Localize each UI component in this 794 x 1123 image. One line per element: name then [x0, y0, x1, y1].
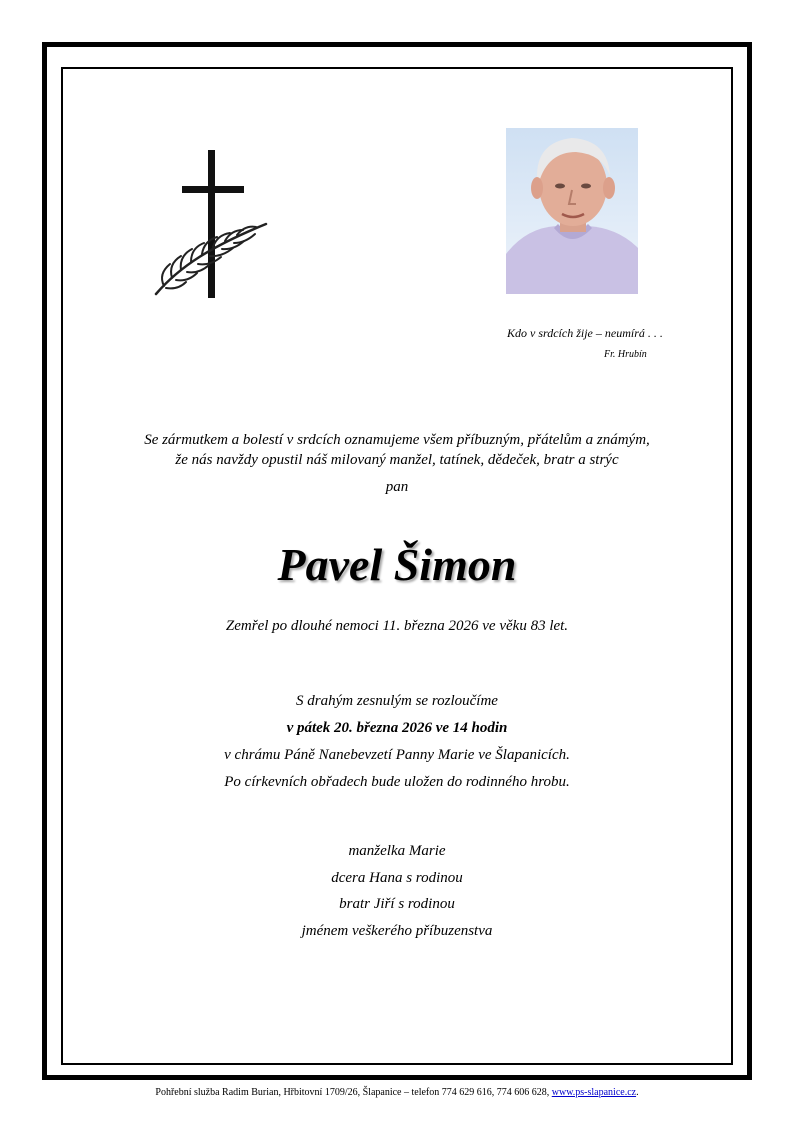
mourner-item: bratr Jiří s rodinou [339, 896, 455, 912]
mourner-item: dcera Hana s rodinou [331, 869, 463, 886]
footer-website-link[interactable]: www.ps-slapanice.cz [551, 1087, 637, 1098]
mourner-item: jménem veškerého příbuzenstva [301, 922, 493, 939]
ceremony-place: v chrámu Páně Nanebevzetí Panny Marie ve Šlapanicích. [224, 747, 570, 763]
footer-contact: Pohřební služba Radim Burian, Hřbitovní 1709/26, Šlapanice – telefon 774 629 616, 774 606 628, [155, 1087, 552, 1098]
motto-block [480, 326, 710, 360]
deceased-name: Pavel Šimon [277, 539, 517, 590]
intro-line-2: že nás navždy opustil náš milovaný manžel, tatínek, dědeček, bratr a strýc [175, 452, 619, 468]
ceremony-date: v pátek 20. března 2026 ve 14 hodin [286, 720, 508, 736]
motto-author: Fr. Hrubín [604, 349, 647, 360]
death-notice: Zemřel po dlouhé nemoci 11. března 2026 ve věku 83 let. [225, 618, 569, 634]
ceremony-details [70, 688, 724, 796]
intro-line-1: Se zármutkem a bolestí v srdcích oznamujeme všem příbuzným, přátelům a známým, [144, 432, 650, 448]
mourners-list [70, 838, 724, 944]
footer-suffix: . [636, 1087, 639, 1098]
ceremony-burial: Po církevních obřadech bude uložen do rodinného hrobu. [224, 774, 570, 790]
portrait-photo [506, 128, 638, 294]
footer [0, 1087, 794, 1098]
motto-quote: Kdo v srdcích žije – neumírá . . . [507, 326, 663, 340]
mourner-item: manželka Marie [348, 843, 446, 859]
cross-with-palm-icon [150, 148, 270, 303]
ceremony-line-1: S drahým zesnulým se rozloučíme [296, 693, 498, 709]
announcement-intro [70, 430, 724, 497]
intro-line-3: pan [385, 479, 409, 495]
